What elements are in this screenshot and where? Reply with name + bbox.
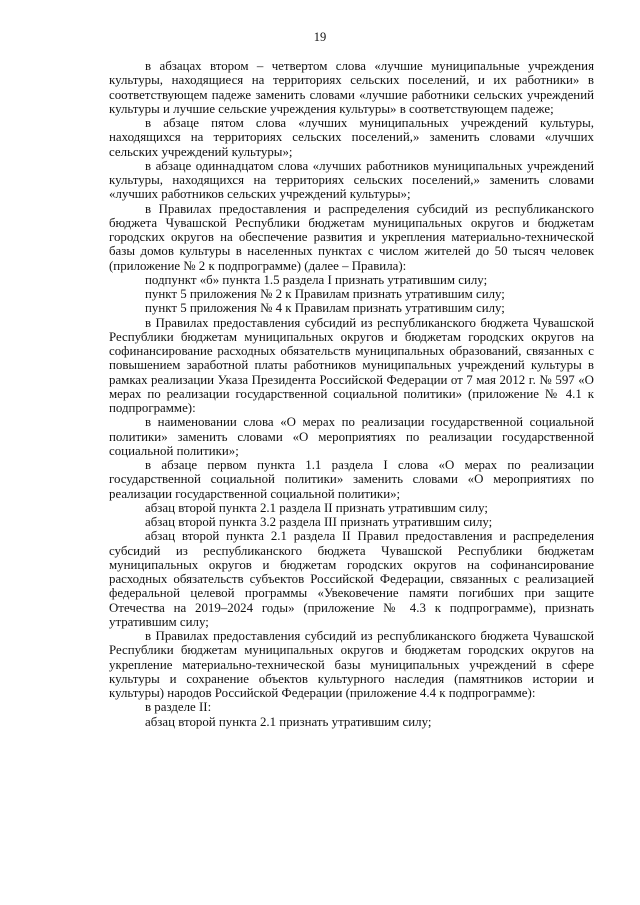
paragraph: подпункт «б» пункта 1.5 раздела I признать утратившим силу;	[145, 272, 488, 287]
paragraph: пункт 5 приложения № 4 к Правилам признать утратившим силу;	[145, 301, 505, 316]
paragraph: в Правилах предоставления субсидий из республиканского бюджета Чувашской Республики бюджетам муниципальных округов и бюджетам городских округов на софинансирование расходных обязательств муниципальных образований, связанных с повышением заработной платы работников муниципальных учреждений культуры в рамках реализации Указа Президента Российской Федерации от 7 мая 2012 г. № 597 «О мерах по реализации государственной социальной политики» (приложение № 4.1 к подпрограмме):	[109, 315, 594, 415]
paragraph: в абзацах втором – четвертом слова «лучшие муниципальные учреждения культуры, находящиеся на территориях сельских поселений, и их работники» в соответствующем падеже заменить словами «лучшие работники сельских учреждений культуры и лучшие сельские учреждения культуры» в соответствующем падеже;	[109, 59, 594, 116]
paragraph: абзац второй пункта 2.1 признать утратившим силу;	[145, 714, 432, 729]
paragraph: в абзаце одиннадцатом слова «лучших работников муниципальных учреждений культуры, находящихся на территориях сельских поселений,» заменить словами «лучших работников сельских учреждений культуры»;	[109, 158, 594, 202]
paragraph: в Правилах предоставления и распределения субсидий из республиканского бюджета Чувашской Республики бюджетам муниципальных округов и бюджетам городских округов на обеспечение развития и укрепления материально-технической базы домов культуры в населенных пунктах с числом жителей до 50 тысяч человек (приложение № 2 к подпрограмме) (далее – Правила):	[109, 201, 594, 273]
paragraph: в абзаце первом пункта 1.1 раздела I слова «О мерах по реализации государственной социальной политики» заменить словами «О мероприятиях по реализации государственной социальной политики»;	[109, 458, 594, 501]
paragraph: в Правилах предоставления субсидий из республиканского бюджета Чувашской Республики бюджетам муниципальных округов и бюджетам городских округов на укрепление материально-технической базы муниципальных учреждений в сфере культуры и сохранение объектов культурного наследия (памятников истории и культуры) народов Российской Федерации (приложение 4.4 к подпрограмме):	[109, 629, 594, 700]
paragraph: пункт 5 приложения № 2 к Правилам признать утратившим силу;	[145, 287, 505, 301]
document-body	[109, 59, 594, 729]
paragraph: абзац второй пункта 2.1 раздела II признать утратившим силу;	[145, 500, 488, 515]
paragraph: абзац второй пункта 2.1 раздела II Правил предоставления и распределения субсидий из республиканского бюджета Чувашской Республики бюджетам муниципальных округов и бюджетам городских округов на софинансирование расходных обязательств субъектов Российской Федерации, связанных с реализацией федеральной целевой программы «Увековечение памяти погибших при защите Отечества на 2019–2024 годы» (приложение № 4.3 к подпрограмме), признать утратившим силу;	[109, 529, 594, 629]
paragraph: в наименовании слова «О мерах по реализации государственной социальной политики» заменить словами «О мероприятиях по реализации государственной социальной политики»;	[109, 415, 594, 458]
paragraph: в разделе II:	[145, 700, 212, 715]
paragraph: в абзаце пятом слова «лучших муниципальных учреждений культуры, находящихся на территориях сельских поселений,» заменить словами «лучших сельских учреждений культуры»;	[109, 116, 594, 159]
paragraph: абзац второй пункта 3.2 раздела III признать утратившим силу;	[145, 515, 493, 529]
page-number: 19	[313, 30, 327, 44]
